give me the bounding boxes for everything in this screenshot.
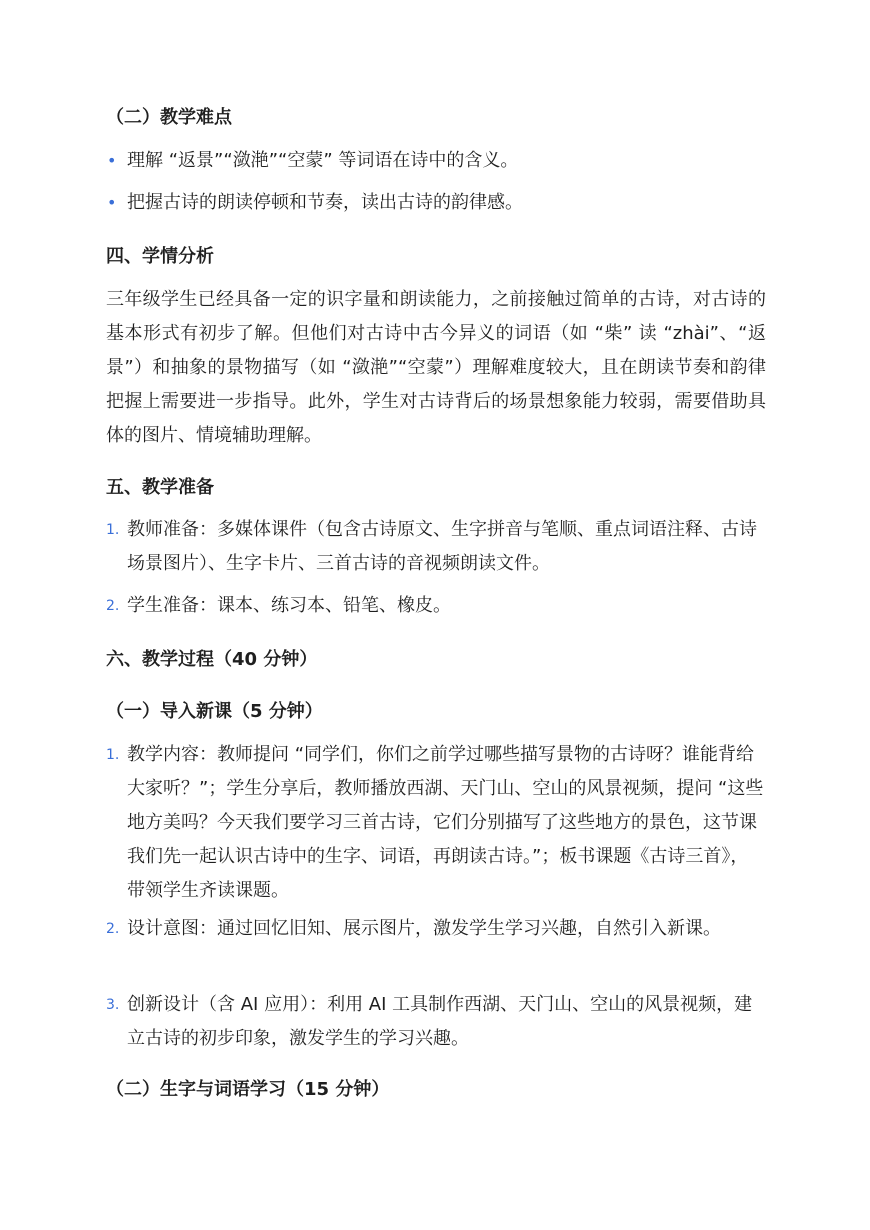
list-item-text: 教师准备：多媒体课件（包含古诗原文、生字拼音与笔顺、重点词语注释、古诗场景图片）、生字卡片、三首古诗的音视频朗读文件。 [127, 519, 757, 574]
heading-student-analysis: 四、学情分析 [106, 246, 214, 267]
list-item [106, 988, 766, 1056]
list-item-text: 学生准备：课本、练习本、铅笔、橡皮。 [127, 595, 451, 616]
list-number: 2. [106, 921, 120, 937]
subheading-vocab: （二）生字与词语学习（15 分钟） [106, 1079, 390, 1100]
list-item [106, 912, 766, 946]
list-number: 3. [106, 997, 120, 1013]
list-item-text: 教学内容：教师提问 “同学们，你们之前学过哪些描写景物的古诗呀？谁能背给大家听？”；学生分享后，教师播放西湖、天门山、空山的风景视频，提问 “这些地方美吗？今天我们要学习三首古诗，它们分别描写了这些地方的景色，这节课我们先一起认识古诗中的生字、词语，再朗读古诗。”；板书课题《古诗三首》，带领学生齐读课题。 [127, 744, 764, 901]
list-number: 2. [106, 598, 120, 614]
heading-teaching-process: 六、教学过程（40 分钟） [106, 649, 318, 670]
list-item-text: 设计意图：通过回忆旧知、展示图片，激发学生学习兴趣，自然引入新课。 [127, 918, 721, 939]
list-item [106, 738, 766, 908]
heading-teaching-preparation: 五、教学准备 [106, 477, 214, 498]
bullet-marker: • [107, 151, 117, 170]
list-item [106, 589, 766, 623]
list-item-text: 创新设计（含 AI 应用）：利用 AI 工具制作西湖、天门山、空山的风景视频，建立古诗的初步印象，激发学生的学习兴趣。 [127, 994, 753, 1049]
list-item [106, 513, 766, 581]
list-item-text: 理解 “返景”“潋滟”“空蒙” 等词语在诗中的含义。 [127, 150, 519, 171]
list-item [106, 186, 766, 220]
list-item-text: 把握古诗的朗读停顿和节奏，读出古诗的韵律感。 [127, 192, 523, 213]
analysis-paragraph: 三年级学生已经具备一定的识字量和朗读能力，之前接触过简单的古诗，对古诗的基本形式有初步了解。但他们对古诗中古今异义的词语（如 “柴” 读 “zhài”、“返景”）和抽象的景物描写（如 “潋滟”“空蒙”）理解难度较大，且在朗读节奏和韵律把握上需要进一步指导。此外，学生对古诗背后的场景想象能力较弱，需要借助具体的图片、情境辅助理解。 [106, 289, 766, 446]
subheading-teaching-difficulties: （二）教学难点 [106, 107, 232, 128]
list-number: 1. [106, 522, 120, 538]
list-number: 1. [106, 747, 120, 763]
bullet-marker: • [107, 193, 117, 212]
list-item [106, 144, 766, 178]
subheading-intro: （一）导入新课（5 分钟） [106, 701, 323, 722]
